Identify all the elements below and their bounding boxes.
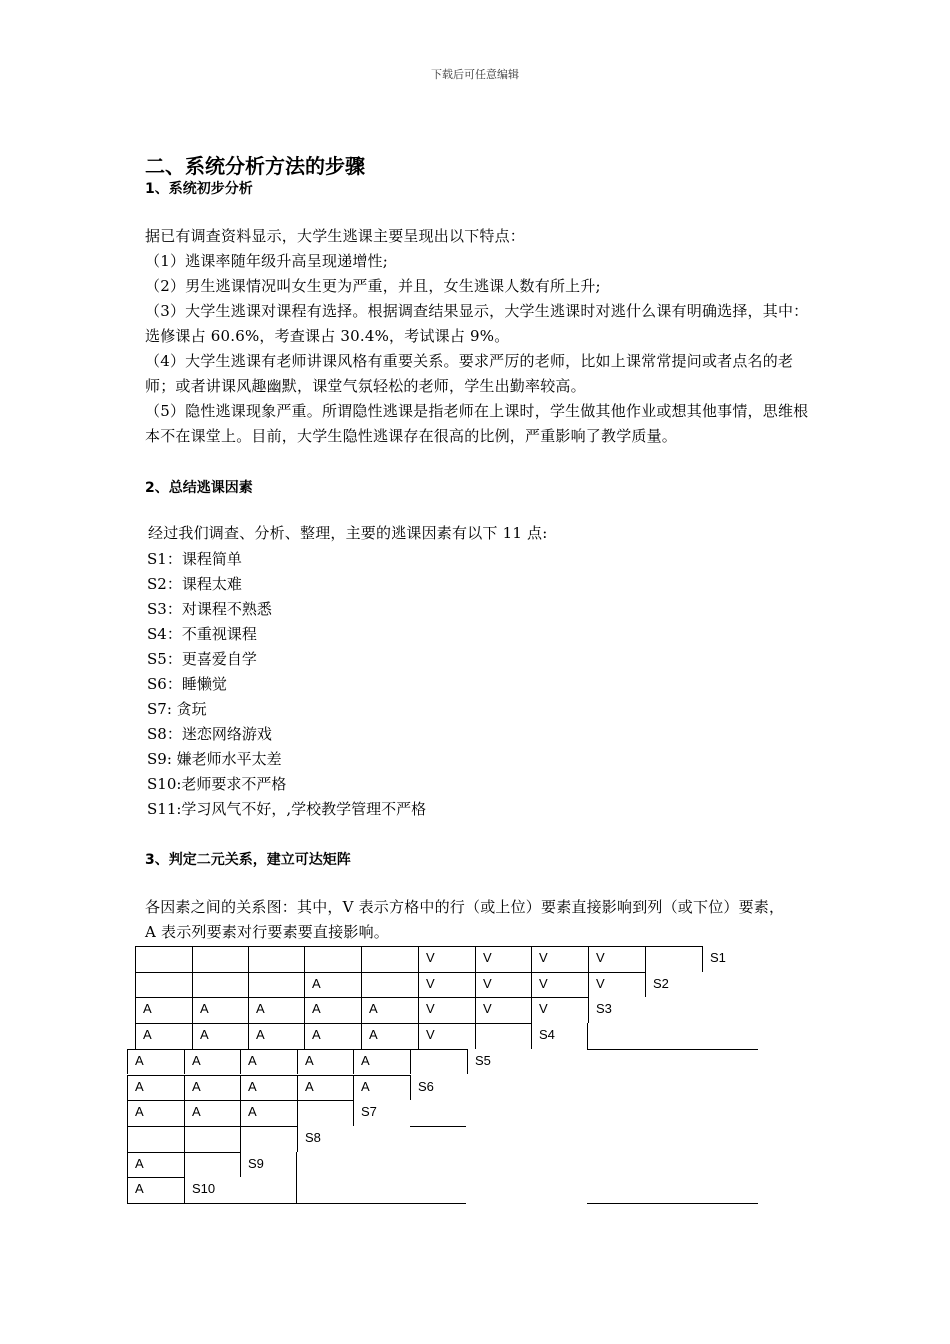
factor-item: S8：迷恋网络游戏 bbox=[147, 725, 272, 743]
matrix-cell: V bbox=[483, 950, 492, 965]
factors-intro: 经过我们调查、分析、整理，主要的逃课因素有以下 11 点: bbox=[148, 524, 548, 542]
matrix-cell: A bbox=[369, 1001, 378, 1017]
analysis-item-5: （5）隐性逃课现象严重。所谓隐性逃课是指老师在上课时，学生做其他作业或想其他事情，思维根本不在课堂上。目前，大学生隐性逃课存在很高的比例，严重影响了教学质量。 bbox=[145, 402, 809, 445]
matrix-cell: V bbox=[483, 1001, 492, 1017]
matrix-cell: A bbox=[361, 1078, 370, 1094]
matrix-intro: 各因素之间的关系图：其中，V 表示方格中的行（或上位）要素直接影响到列（或下位）要素，A 表示列要素对行要素要直接影响。 bbox=[145, 898, 785, 941]
matrix-cell bbox=[248, 947, 304, 973]
matrix-cell: A bbox=[192, 1078, 201, 1094]
grid-line bbox=[587, 1203, 758, 1204]
matrix-cell: V bbox=[539, 1001, 548, 1017]
matrix-cell: A bbox=[135, 1078, 144, 1094]
matrix-cell: A bbox=[248, 1052, 257, 1068]
factor-item: S4：不重视课程 bbox=[147, 625, 257, 643]
analysis-item-3: （3）大学生逃课对课程有选择。根据调查结果显示，大学生逃课时对逃什么课有明确选择，其中：选修课占 60.6%，考查课占 30.4%，考试课占 9%。 bbox=[145, 302, 809, 345]
matrix-cell: V bbox=[539, 950, 548, 965]
diagonal-label: S8 bbox=[305, 1129, 321, 1145]
matrix-cell: A bbox=[143, 1001, 152, 1017]
matrix-cell bbox=[361, 947, 418, 973]
matrix-cell bbox=[192, 973, 248, 999]
diagonal-label: S2 bbox=[653, 975, 669, 991]
grid-line bbox=[410, 1126, 466, 1127]
matrix-cell: V bbox=[426, 1001, 435, 1017]
heading-factors: 2、总结逃课因素 bbox=[145, 480, 253, 496]
factor-item: S5：更喜爱自学 bbox=[147, 650, 257, 668]
matrix-cell: A bbox=[256, 1027, 265, 1043]
matrix-cell bbox=[645, 947, 702, 973]
grid-line bbox=[587, 1049, 758, 1050]
grid-line bbox=[127, 1203, 466, 1204]
matrix-cell bbox=[248, 973, 304, 999]
matrix-cell: A bbox=[305, 1078, 314, 1094]
analysis-text bbox=[145, 224, 810, 449]
matrix-cell bbox=[135, 947, 192, 973]
section-title: 二、系统分析方法的步骤 bbox=[145, 154, 365, 178]
factor-item: S10:老师要求不严格 bbox=[147, 775, 287, 793]
diagonal-label: S5 bbox=[475, 1052, 491, 1068]
diagonal-label: S9 bbox=[248, 1155, 264, 1171]
matrix-cell: A bbox=[192, 1052, 201, 1068]
matrix-cell: A bbox=[135, 1181, 144, 1197]
grid-line bbox=[296, 1152, 297, 1203]
matrix-cell bbox=[475, 1024, 531, 1050]
matrix-cell: A bbox=[192, 1104, 201, 1120]
analysis-item-4: （4）大学生逃课有老师讲课风格有重要关系。要求严厉的老师，比如上课常常提问或者点名的老师；或者讲课风趣幽默，课堂气氛轻松的老师，学生出勤率较高。 bbox=[145, 352, 794, 395]
matrix-cell bbox=[135, 973, 192, 999]
matrix-cell: V bbox=[596, 975, 605, 991]
diagonal-label: S7 bbox=[361, 1104, 377, 1120]
diagonal-label: S1 bbox=[710, 950, 726, 965]
diagonal-label: S10 bbox=[192, 1181, 216, 1197]
analysis-item-2: （2）男生逃课情况叫女生更为严重，并且，女生逃课人数有所上升; bbox=[145, 277, 601, 295]
matrix-cell: A bbox=[248, 1078, 257, 1094]
diagonal-label: S6 bbox=[418, 1078, 434, 1094]
matrix-cell: A bbox=[361, 1052, 370, 1068]
matrix-cell: A bbox=[312, 1001, 321, 1017]
matrix-cell: V bbox=[426, 950, 435, 965]
matrix-cell: V bbox=[426, 975, 435, 991]
matrix-cell: A bbox=[369, 1027, 378, 1043]
matrix-cell: A bbox=[312, 1027, 321, 1043]
matrix-cell: A bbox=[135, 1052, 144, 1068]
matrix-cell: A bbox=[305, 1052, 314, 1068]
factor-item: S9: 嫌老师水平太差 bbox=[147, 750, 282, 768]
matrix-cell bbox=[304, 947, 361, 973]
factor-item: S7: 贪玩 bbox=[147, 700, 207, 718]
matrix-cell: V bbox=[539, 975, 548, 991]
matrix-cell: A bbox=[143, 1027, 152, 1043]
matrix-cell: A bbox=[312, 975, 321, 991]
matrix-cell bbox=[184, 1153, 240, 1179]
heading-matrix: 3、判定二元关系，建立可达矩阵 bbox=[145, 852, 351, 868]
diagonal-label: S4 bbox=[539, 1027, 555, 1043]
factor-item: S11:学习风气不好，,学校教学管理不严格 bbox=[147, 800, 427, 818]
factor-item: S3：对课程不熟悉 bbox=[147, 600, 272, 618]
matrix-cell: A bbox=[256, 1001, 265, 1017]
diagonal-label: S3 bbox=[596, 1001, 612, 1017]
matrix-cell bbox=[240, 1127, 297, 1153]
matrix-cell: V bbox=[483, 975, 492, 991]
factor-item: S6：睡懒觉 bbox=[147, 675, 227, 693]
factor-item: S2：课程太难 bbox=[147, 575, 242, 593]
grid-line bbox=[587, 1023, 588, 1049]
matrix-cell bbox=[410, 1050, 467, 1076]
matrix-cell bbox=[127, 1127, 184, 1153]
matrix-cell: A bbox=[200, 1027, 209, 1043]
matrix-cell bbox=[184, 1127, 240, 1153]
factor-list bbox=[147, 547, 426, 822]
matrix-cell: V bbox=[596, 950, 605, 965]
matrix-cell bbox=[297, 1101, 353, 1127]
matrix-cell: A bbox=[248, 1104, 257, 1120]
matrix-cell: V bbox=[426, 1027, 435, 1043]
matrix-cell bbox=[361, 973, 418, 999]
matrix-cell: A bbox=[200, 1001, 209, 1017]
matrix-cell bbox=[192, 947, 248, 973]
factor-item: S1：课程简单 bbox=[147, 550, 242, 568]
matrix-cell: A bbox=[135, 1104, 144, 1120]
heading-initial-analysis: 1、系统初步分析 bbox=[145, 181, 253, 197]
matrix-cell: A bbox=[135, 1155, 144, 1171]
analysis-item-1: （1）逃课率随年级升高呈现递增性; bbox=[145, 252, 388, 270]
analysis-intro: 据已有调查资料显示，大学生逃课主要呈现出以下特点： bbox=[145, 227, 526, 245]
page-header: 下载后可任意编辑 bbox=[431, 68, 519, 81]
